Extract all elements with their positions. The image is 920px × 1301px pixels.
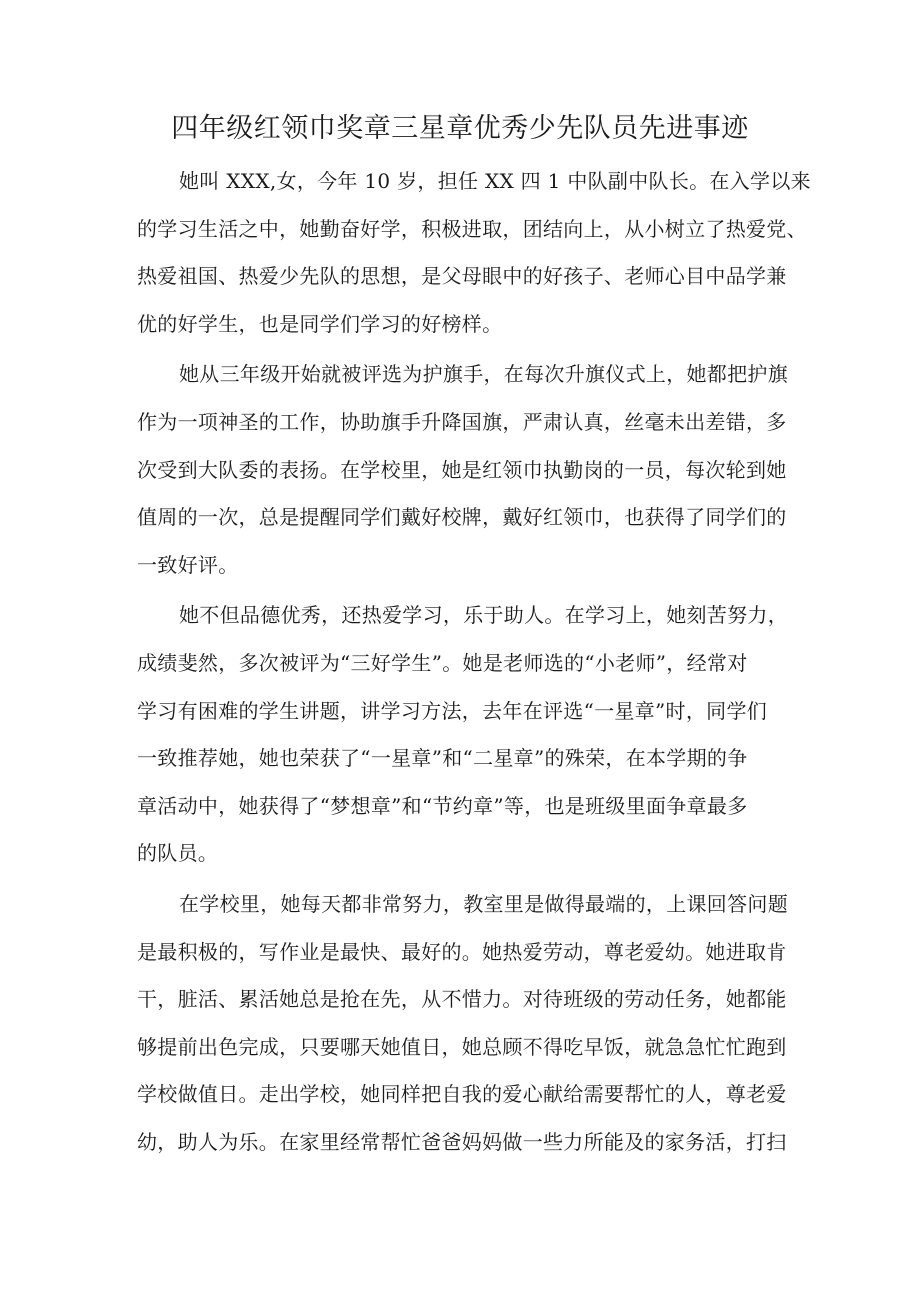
paragraph-line: 热爱祖国、热爱少先队的思想，是父母眼中的好孩子、老师心目中品学兼 (137, 264, 787, 289)
document-body (137, 158, 811, 1166)
paragraph-line: 干，脏活、累活她总是抢在先，从不惜力。对待班级的劳动任务，她都能 (137, 987, 787, 1012)
paragraph-line: 她从三年级开始就被评选为护旗手，在每次升旗仪式上，她都把护旗 (179, 362, 788, 387)
paragraph-line: 值周的一次，总是提醒同学们戴好校牌，戴好红领巾，也获得了同学们的 (137, 505, 787, 530)
paragraph-line: 一致推荐她，她也荣获了“一星章”和“二星章”的殊荣，在本学期的争 (137, 746, 748, 771)
paragraph-line: 的队员。 (137, 841, 219, 866)
paragraph-line: 一致好评。 (137, 552, 239, 577)
paragraph-line: 是最积极的，写作业是最快、最好的。她热爱劳动，尊老爱幼。她进取肯 (137, 939, 787, 964)
paragraph-line: 作为一项神圣的工作，协助旗手升降国旗，严肃认真，丝毫未出差错，多 (137, 409, 787, 434)
paragraph-line: 的学习生活之中，她勤奋好学，积极进取，团结向上，从小树立了热爱党、 (137, 216, 807, 241)
paragraph-line: 在学校里，她每天都非常努力，教室里是做得最端的，上课回答问题 (179, 891, 788, 916)
paragraph-2 (137, 351, 797, 589)
paragraph-line: 够提前出色完成，只要哪天她值日，她总顾不得吃早饭，就急急忙忙跑到 (137, 1034, 787, 1059)
document-title: 四年级红领巾奖章三星章优秀少先队员先进事迹 (171, 113, 749, 144)
paragraph-3 (137, 592, 797, 878)
paragraph-1 (137, 158, 811, 348)
paragraph-line: 学习有困难的学生讲题，讲学习方法，去年在评选“一星章”时，同学们 (137, 698, 768, 723)
paragraph-line: 学校做值日。走出学校，她同样把自我的爱心献给需要帮忙的人，尊老爱 (137, 1082, 787, 1107)
paragraph-line: 幼，助人为乐。在家里经常帮忙爸爸妈妈做一些力所能及的家务活，打扫 (137, 1129, 787, 1154)
paragraph-4 (137, 881, 797, 1167)
paragraph-line: 她不但品德优秀，还热爱学习，乐于助人。在学习上，她刻苦努力， (179, 603, 788, 628)
paragraph-line: 成绩斐然，多次被评为“三好学生”。她是老师选的“小老师”，经常对 (137, 650, 748, 675)
paragraph-line: 她叫 XXX,女，今年 10 岁，担任 XX 四 1 中队副中队长。在入学以来 (179, 169, 811, 193)
paragraph-line: 优的好学生，也是同学们学习的好榜样。 (137, 311, 503, 336)
paragraph-line: 章活动中，她获得了“梦想章”和“节约章”等，也是班级里面争章最多 (137, 793, 748, 818)
paragraph-line: 次受到大队委的表扬。在学校里，她是红领巾执勤岗的一员，每次轮到她 (137, 457, 787, 482)
